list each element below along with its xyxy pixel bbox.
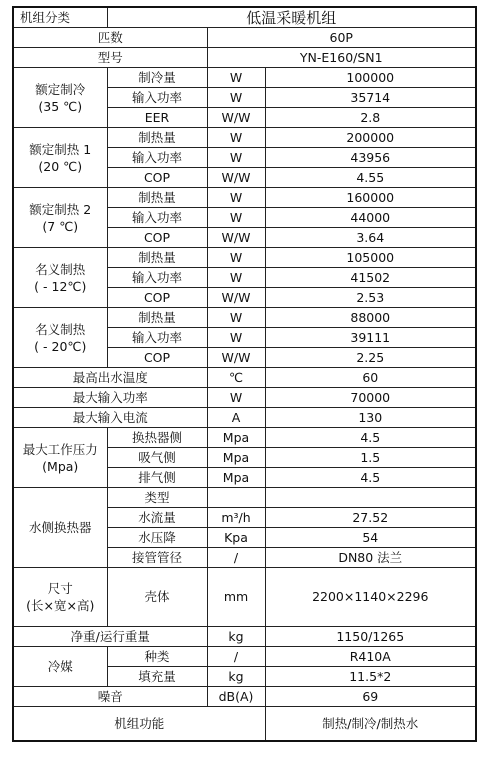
table-row	[13, 128, 476, 148]
value-cell: 60	[265, 368, 476, 388]
param-cell: COP	[107, 228, 207, 248]
unit-cell: W	[207, 128, 265, 148]
param-cell: 种类	[107, 647, 207, 667]
condition-group-label	[13, 308, 107, 368]
condition-name: 额定制冷	[35, 81, 86, 97]
table-row	[13, 48, 476, 68]
param-cell: 接管管径	[107, 548, 207, 568]
condition-group-label	[13, 188, 107, 248]
unit-cell: /	[207, 647, 265, 667]
table-row	[13, 188, 476, 208]
param-cell: COP	[107, 288, 207, 308]
value-cell: 54	[265, 528, 476, 548]
condition-temp: (7 ℃)	[42, 218, 79, 234]
value-cell: 4.55	[265, 168, 476, 188]
row-label: 噪音	[13, 687, 207, 707]
pressure-unit-note: (Mpa)	[42, 458, 79, 474]
condition-group-label	[13, 68, 107, 128]
value-cell: 69	[265, 687, 476, 707]
table-row	[13, 488, 476, 508]
value-cell: 39111	[265, 328, 476, 348]
param-cell: 制热量	[107, 308, 207, 328]
param-cell: 水流量	[107, 508, 207, 528]
table-row	[13, 28, 476, 48]
value-cell: 2.8	[265, 108, 476, 128]
param-cell: 输入功率	[107, 328, 207, 348]
value-cell: 3.64	[265, 228, 476, 248]
pressure-group-label	[13, 428, 107, 488]
value-cell	[265, 488, 476, 508]
pressure-name: 最大工作压力	[22, 441, 98, 457]
header-label: 机组分类	[13, 7, 107, 28]
unit-cell: /	[207, 548, 265, 568]
unit-cell: W	[207, 68, 265, 88]
param-cell: 填充量	[107, 667, 207, 687]
condition-name: 名义制热	[35, 261, 86, 277]
param-cell: 吸气侧	[107, 448, 207, 468]
water-hx-label: 水侧换热器	[13, 488, 107, 568]
unit-cell: W	[207, 308, 265, 328]
unit-cell: W	[207, 248, 265, 268]
value-cell: R410A	[265, 647, 476, 667]
condition-name: 名义制热	[35, 321, 86, 337]
condition-name: 额定制热 1	[29, 141, 92, 157]
size-name: 尺寸	[47, 581, 73, 596]
header-row	[13, 7, 476, 28]
row-label: 净重/运行重量	[13, 627, 207, 647]
condition-group-label	[13, 128, 107, 188]
row-label: 最大输入电流	[13, 408, 207, 428]
unit-cell: kg	[207, 667, 265, 687]
unit-cell: W	[207, 388, 265, 408]
row-label: 最高出水温度	[13, 368, 207, 388]
value-cell: DN80 法兰	[265, 548, 476, 568]
table-row	[13, 368, 476, 388]
param-cell: 输入功率	[107, 268, 207, 288]
table-row	[13, 568, 476, 627]
param-cell: 制热量	[107, 188, 207, 208]
param-cell: 类型	[107, 488, 207, 508]
row-label: 最大输入功率	[13, 388, 207, 408]
param-cell: 输入功率	[107, 88, 207, 108]
value-cell: 43956	[265, 148, 476, 168]
param-cell: EER	[107, 108, 207, 128]
row-value: 60P	[207, 28, 476, 48]
unit-cell: W	[207, 328, 265, 348]
table-row	[13, 248, 476, 268]
table-row	[13, 687, 476, 707]
unit-cell: W	[207, 148, 265, 168]
table-row	[13, 647, 476, 667]
unit-cell: W/W	[207, 168, 265, 188]
value-cell: 70000	[265, 388, 476, 408]
condition-temp: (20 ℃)	[38, 158, 83, 174]
unit-cell: A	[207, 408, 265, 428]
condition-temp: (35 ℃)	[38, 98, 83, 114]
unit-cell: kg	[207, 627, 265, 647]
value-cell: 88000	[265, 308, 476, 328]
value-cell: 4.5	[265, 428, 476, 448]
unit-cell: W	[207, 188, 265, 208]
unit-cell: ℃	[207, 368, 265, 388]
value-cell: 11.5*2	[265, 667, 476, 687]
condition-temp: ( - 20℃)	[34, 338, 87, 354]
table-row	[13, 627, 476, 647]
unit-cell: W	[207, 88, 265, 108]
unit-cell	[207, 488, 265, 508]
table-row	[13, 408, 476, 428]
row-label: 匹数	[13, 28, 207, 48]
unit-cell: Mpa	[207, 468, 265, 488]
header-title: 低温采暖机组	[107, 7, 476, 28]
value-cell: 27.52	[265, 508, 476, 528]
value-cell: 4.5	[265, 468, 476, 488]
param-cell: 换热器侧	[107, 428, 207, 448]
value-cell: 130	[265, 408, 476, 428]
row-value: YN-E160/SN1	[207, 48, 476, 68]
unit-cell: W/W	[207, 228, 265, 248]
spec-sheet	[12, 6, 475, 763]
param-cell: 壳体	[107, 568, 207, 627]
function-value: 制热/制冷/制热水	[265, 707, 476, 742]
value-cell: 41502	[265, 268, 476, 288]
size-note: (长×宽×高)	[26, 598, 95, 613]
condition-temp: ( - 12℃)	[34, 278, 87, 294]
condition-group-label	[13, 248, 107, 308]
table-row	[13, 68, 476, 88]
unit-cell: mm	[207, 568, 265, 627]
param-cell: 输入功率	[107, 148, 207, 168]
condition-name: 额定制热 2	[29, 201, 92, 217]
unit-cell: Mpa	[207, 428, 265, 448]
value-cell: 2.25	[265, 348, 476, 368]
unit-cell: Kpa	[207, 528, 265, 548]
value-cell: 1150/1265	[265, 627, 476, 647]
unit-cell: W/W	[207, 108, 265, 128]
unit-cell: W	[207, 208, 265, 228]
unit-cell: m³/h	[207, 508, 265, 528]
value-cell: 2.53	[265, 288, 476, 308]
param-cell: 制冷量	[107, 68, 207, 88]
unit-cell: W/W	[207, 348, 265, 368]
table-row	[13, 707, 476, 742]
unit-cell: dB(A)	[207, 687, 265, 707]
table-row	[13, 388, 476, 408]
param-cell: COP	[107, 168, 207, 188]
param-cell: 制热量	[107, 248, 207, 268]
value-cell: 105000	[265, 248, 476, 268]
row-label: 型号	[13, 48, 207, 68]
value-cell: 2200×1140×2296	[265, 568, 476, 627]
size-label	[13, 568, 107, 627]
param-cell: 排气侧	[107, 468, 207, 488]
unit-cell: Mpa	[207, 448, 265, 468]
value-cell: 160000	[265, 188, 476, 208]
table-row	[13, 308, 476, 328]
param-cell: COP	[107, 348, 207, 368]
param-cell: 制热量	[107, 128, 207, 148]
unit-cell: W	[207, 268, 265, 288]
table-row	[13, 428, 476, 448]
refrigerant-label: 冷媒	[13, 647, 107, 687]
value-cell: 35714	[265, 88, 476, 108]
value-cell: 100000	[265, 68, 476, 88]
function-label: 机组功能	[13, 707, 265, 742]
value-cell: 44000	[265, 208, 476, 228]
spec-table	[12, 6, 477, 742]
value-cell: 1.5	[265, 448, 476, 468]
param-cell: 水压降	[107, 528, 207, 548]
value-cell: 200000	[265, 128, 476, 148]
param-cell: 输入功率	[107, 208, 207, 228]
unit-cell: W/W	[207, 288, 265, 308]
